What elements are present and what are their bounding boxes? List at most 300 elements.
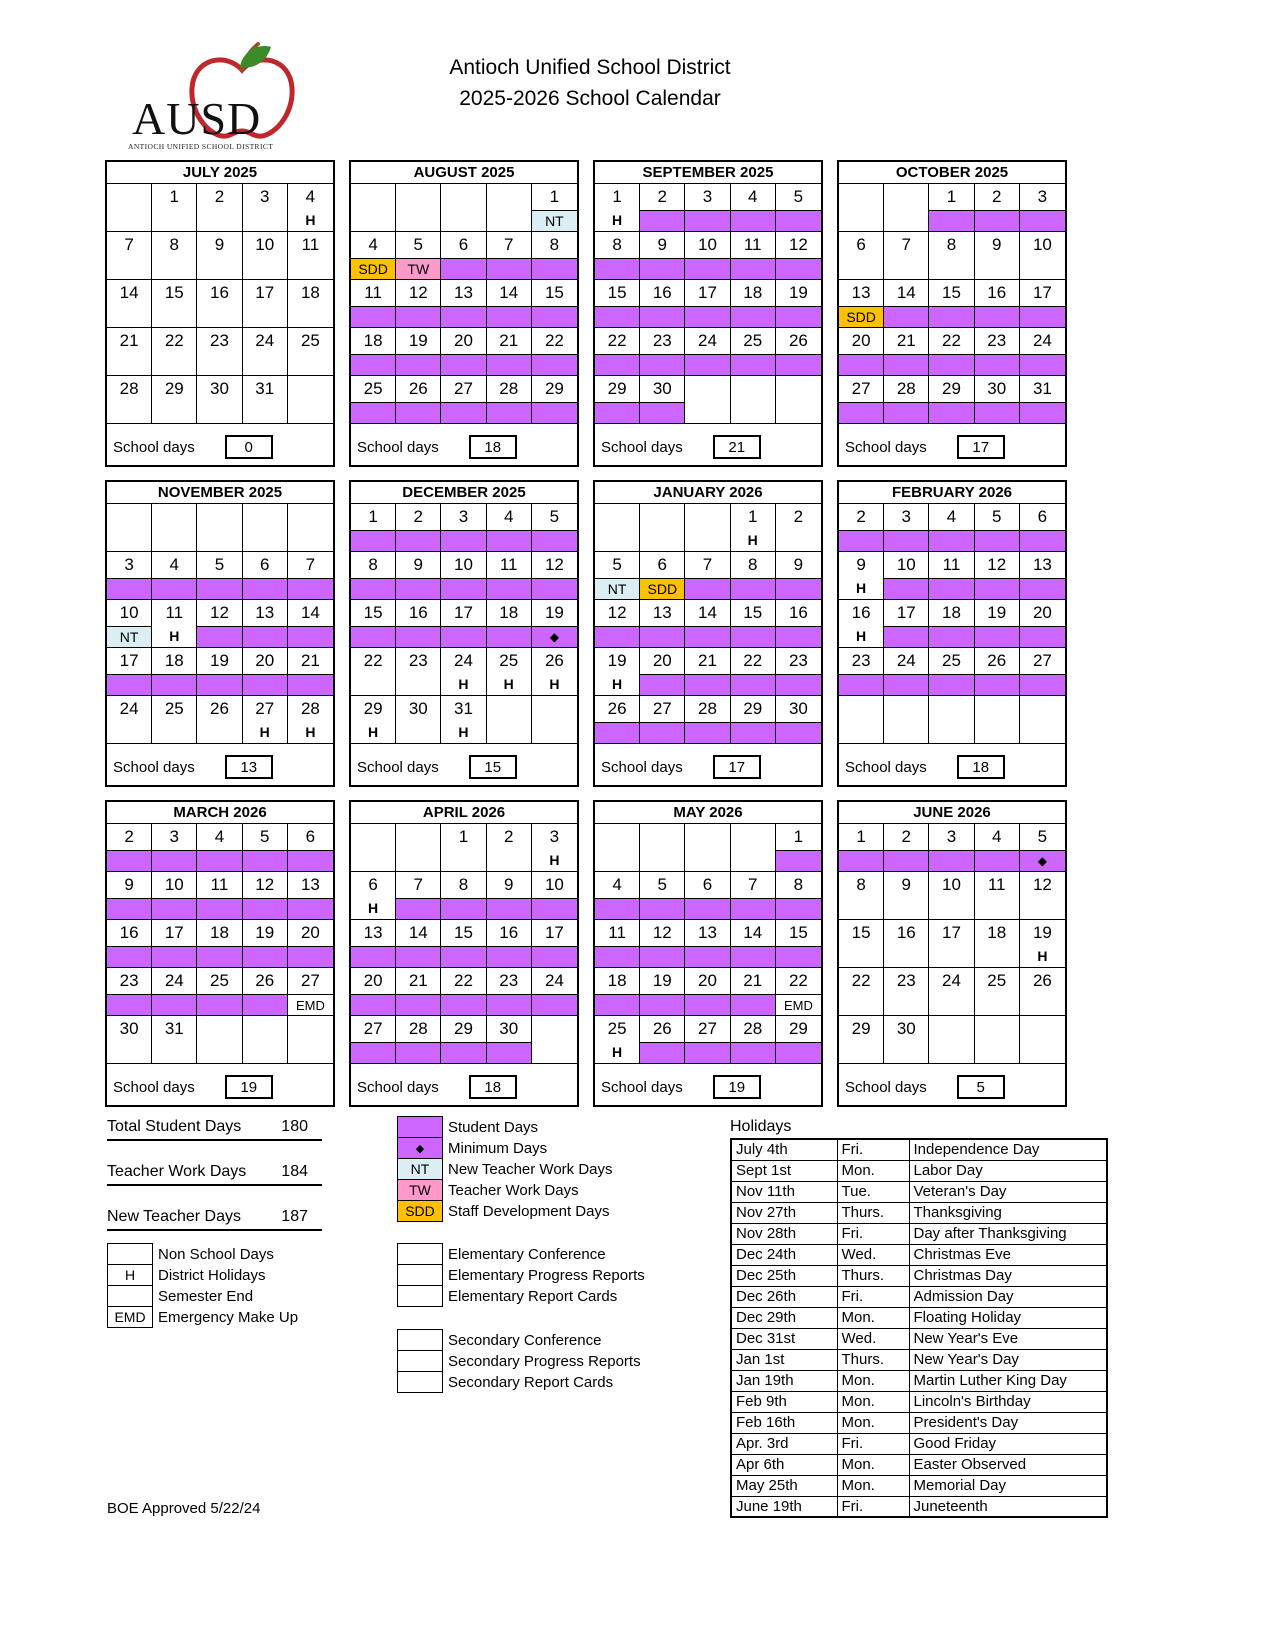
day-cell: [776, 696, 821, 743]
day-number: 23: [210, 331, 229, 350]
week-row: [839, 232, 1065, 280]
day-number: 17: [896, 603, 916, 622]
day-marker-s: [776, 850, 821, 871]
day-marker: [929, 1042, 973, 1063]
day-marker-s: [532, 258, 577, 279]
day-marker-s: [776, 1042, 821, 1063]
day-number: 7: [124, 235, 134, 254]
day-number: 28: [119, 379, 139, 398]
holiday-row: [731, 1160, 1107, 1181]
legend-other-group: [107, 1244, 298, 1328]
day-marker-s: [685, 946, 729, 967]
day-cell: [351, 600, 396, 647]
day-number: 12: [788, 235, 808, 254]
legend-label: Elementary Progress Reports: [448, 1266, 645, 1284]
day-number: 18: [942, 603, 961, 622]
holiday-date: Nov 11th: [731, 1181, 837, 1202]
day-cell: [839, 376, 884, 423]
day-cell: [595, 184, 640, 231]
week-row: [351, 552, 577, 600]
stat-value: 180: [281, 1118, 308, 1135]
day-number: 1: [793, 827, 804, 846]
month-title: APRIL 2026: [351, 802, 577, 824]
day-marker-s: [975, 626, 1019, 647]
day-number: 28: [499, 379, 519, 398]
legend-swatch-none: [397, 1350, 443, 1372]
week-row: [107, 552, 333, 600]
stat-value: 187: [281, 1208, 308, 1225]
day-marker-s: [1020, 354, 1065, 375]
day-number: 15: [851, 923, 871, 942]
day-number: 27: [652, 699, 672, 718]
day-marker-s: [487, 530, 531, 551]
day-cell: [288, 696, 333, 743]
school-days-label: School days: [845, 438, 927, 456]
day-cell: [396, 328, 441, 375]
stat-label: New Teacher Days: [107, 1208, 241, 1225]
day-number: 21: [743, 971, 763, 990]
day-number: 17: [119, 651, 139, 670]
day-marker-s: [441, 354, 485, 375]
day-number: 21: [499, 331, 519, 350]
day-marker-s: [107, 578, 151, 599]
day-number: 17: [454, 603, 473, 622]
day-cell: [197, 376, 242, 423]
day-cell: [839, 280, 884, 327]
day-number: 30: [652, 379, 672, 398]
day-cell: [1020, 504, 1065, 551]
day-marker-s: [243, 578, 287, 599]
day-cell: [288, 328, 333, 375]
holiday-row: [731, 1475, 1107, 1496]
day-number: 17: [164, 923, 184, 942]
day-cell: [532, 552, 577, 599]
school-days-count: 18: [469, 435, 517, 459]
day-number: 28: [698, 699, 717, 718]
day-cell: [1020, 1016, 1065, 1063]
day-marker-s: [731, 898, 775, 919]
day-number: 2: [901, 827, 912, 846]
day-number: 11: [210, 875, 229, 894]
day-number: 5: [612, 555, 622, 574]
day-marker: [197, 530, 241, 551]
day-number: 28: [896, 379, 916, 398]
day-number: 23: [987, 331, 1007, 350]
day-number: [640, 504, 684, 530]
month-november-2025: [105, 480, 335, 787]
day-number: 7: [305, 555, 316, 574]
school-days-row: [595, 429, 821, 465]
day-number: 22: [454, 971, 473, 990]
day-marker: [975, 946, 1019, 967]
day-cell: [107, 280, 152, 327]
day-cell: [441, 824, 486, 871]
day-cell: [152, 1016, 197, 1063]
day-marker-s: [595, 354, 639, 375]
day-cell: [929, 232, 974, 279]
day-marker: [441, 850, 485, 871]
holiday-weekday: Mon.: [837, 1391, 909, 1412]
day-marker-s: [396, 1042, 440, 1063]
week-row: [839, 824, 1065, 872]
day-cell: [975, 376, 1020, 423]
day-number: 9: [793, 555, 804, 574]
day-cell: [685, 232, 730, 279]
day-marker: [685, 530, 729, 551]
day-marker: [1020, 898, 1065, 919]
stat-label: Total Student Days: [107, 1118, 242, 1135]
day-cell: [685, 920, 730, 967]
day-cell: [441, 376, 486, 423]
day-cell: [532, 504, 577, 551]
day-number: 30: [788, 699, 808, 718]
day-cell: [152, 376, 197, 423]
day-cell: [107, 600, 152, 647]
day-marker-s: [107, 994, 151, 1015]
legend-label: Secondary Progress Reports: [448, 1352, 641, 1370]
day-marker-s: [731, 626, 775, 647]
week-row: [351, 184, 577, 232]
day-number: 29: [164, 379, 184, 398]
day-number: 7: [901, 235, 912, 254]
day-cell: [839, 600, 884, 647]
month-title: SEPTEMBER 2025: [595, 162, 821, 184]
week-row: [107, 600, 333, 648]
legend-swatch-nt: NT: [397, 1158, 443, 1180]
day-marker-h: H: [839, 626, 883, 647]
day-marker: [975, 1042, 1019, 1063]
day-number: 3: [549, 827, 560, 846]
day-marker-s: [288, 946, 333, 967]
legend-row: [397, 1285, 645, 1307]
day-cell: [731, 328, 776, 375]
day-cell: [839, 504, 884, 551]
day-cell: [396, 920, 441, 967]
day-marker: [152, 306, 196, 327]
day-marker: [288, 402, 333, 423]
day-marker-s: [685, 578, 729, 599]
day-cell: [640, 824, 685, 871]
day-marker-h: H: [351, 722, 395, 743]
day-cell: [532, 920, 577, 967]
school-days-label: School days: [601, 758, 683, 776]
day-marker-s: [243, 898, 287, 919]
school-days-label: School days: [113, 438, 195, 456]
day-number: 22: [164, 331, 184, 350]
day-marker-s: [731, 210, 775, 231]
day-marker: [152, 402, 196, 423]
week-row: [351, 328, 577, 376]
day-cell: [532, 280, 577, 327]
day-cell: [107, 648, 152, 695]
day-cell: [776, 872, 821, 919]
day-cell: [595, 280, 640, 327]
day-marker: [839, 1042, 883, 1063]
day-marker-s: [685, 306, 729, 327]
legend-label: District Holidays: [158, 1266, 266, 1284]
day-cell: [532, 648, 577, 695]
week-row: [595, 872, 821, 920]
day-cell: [884, 552, 929, 599]
day-marker-s: [152, 578, 196, 599]
stat-total-student-days: [107, 1118, 322, 1141]
day-number: 31: [164, 1019, 184, 1038]
holiday-name: New Year's Day: [909, 1349, 1107, 1370]
day-cell: [975, 232, 1020, 279]
week-row: [595, 1016, 821, 1064]
holiday-row: [731, 1286, 1107, 1307]
day-marker-s: [685, 674, 729, 695]
day-cell: [197, 696, 242, 743]
school-days-label: School days: [601, 1078, 683, 1096]
day-marker: [396, 850, 440, 871]
day-cell: [929, 504, 974, 551]
day-marker: [487, 722, 531, 743]
day-cell: [685, 552, 730, 599]
day-number: 3: [946, 827, 957, 846]
day-cell: [487, 600, 532, 647]
day-number: 21: [300, 651, 320, 670]
day-cell: [975, 552, 1020, 599]
day-marker: [884, 898, 928, 919]
legend-swatch-min: ◆: [397, 1137, 443, 1159]
day-cell: [884, 824, 929, 871]
day-cell: [776, 600, 821, 647]
day-marker-s: [640, 722, 684, 743]
legend-label: Minimum Days: [448, 1139, 548, 1157]
week-row: [595, 376, 821, 424]
day-cell: [288, 280, 333, 327]
day-marker-s: [107, 674, 151, 695]
day-cell: [487, 824, 532, 871]
day-marker: [776, 530, 821, 551]
day-marker-s: [243, 946, 287, 967]
week-row: [351, 600, 577, 648]
holiday-row: [731, 1454, 1107, 1475]
holidays-title: Holidays: [730, 1118, 792, 1135]
day-number: 12: [255, 875, 275, 894]
day-number: 29: [788, 1019, 808, 1038]
holiday-row: [731, 1496, 1107, 1517]
holiday-date: Nov 28th: [731, 1223, 837, 1244]
day-marker-s: [595, 258, 639, 279]
day-marker-sdd: SDD: [640, 578, 684, 599]
school-days-row: [839, 429, 1065, 465]
day-number: [288, 504, 333, 530]
day-number: 22: [788, 971, 808, 990]
day-number: 1: [747, 507, 758, 526]
day-marker-s: [532, 994, 577, 1015]
week-row: [595, 968, 821, 1016]
day-marker: [595, 530, 639, 551]
day-marker-s: [351, 354, 395, 375]
day-number: [487, 184, 531, 210]
day-marker-s: [731, 258, 775, 279]
day-cell: [351, 184, 396, 231]
holiday-weekday: Thurs.: [837, 1349, 909, 1370]
day-cell: [595, 648, 640, 695]
holiday-weekday: Tue.: [837, 1181, 909, 1202]
day-cell: [487, 648, 532, 695]
day-marker-s: [975, 578, 1019, 599]
day-number: 1: [368, 507, 378, 526]
day-cell: [197, 184, 242, 231]
day-number: 8: [612, 235, 622, 254]
day-cell: [839, 552, 884, 599]
week-row: [839, 696, 1065, 744]
day-marker: [487, 850, 531, 871]
day-number: 9: [991, 235, 1002, 254]
day-number: [685, 504, 729, 530]
day-cell: [640, 280, 685, 327]
holiday-row: [731, 1181, 1107, 1202]
day-number: 30: [210, 379, 229, 398]
day-cell: [929, 696, 974, 743]
day-cell: [776, 184, 821, 231]
day-number: [1020, 696, 1065, 722]
month-title: DECEMBER 2025: [351, 482, 577, 504]
day-marker: [243, 306, 287, 327]
day-cell: [975, 1016, 1020, 1063]
day-cell: [396, 824, 441, 871]
day-number: 25: [210, 971, 229, 990]
day-number: 12: [408, 283, 428, 302]
day-number: 5: [214, 555, 225, 574]
week-row: [839, 376, 1065, 424]
day-cell: [197, 280, 242, 327]
month-title: MARCH 2026: [107, 802, 333, 824]
day-number: 4: [747, 187, 758, 206]
day-number: 26: [607, 699, 627, 718]
day-cell: [929, 968, 974, 1015]
school-days-label: School days: [357, 1078, 439, 1096]
day-marker-s: [441, 258, 485, 279]
week-row: [107, 696, 333, 744]
day-marker-s: [640, 898, 684, 919]
holiday-date: Dec 25th: [731, 1265, 837, 1286]
day-cell: [839, 968, 884, 1015]
day-number: 21: [119, 331, 139, 350]
day-cell: [884, 648, 929, 695]
day-cell: [975, 824, 1020, 871]
day-number: 4: [991, 827, 1002, 846]
day-marker-s: [685, 258, 729, 279]
day-marker-s: [441, 1042, 485, 1063]
day-number: 3: [702, 187, 713, 206]
day-number: 18: [363, 331, 383, 350]
day-cell: [107, 504, 152, 551]
day-marker-s: [640, 402, 684, 423]
week-row: [839, 968, 1065, 1016]
school-days-row: [107, 429, 333, 465]
day-number: 25: [942, 651, 961, 670]
day-marker-s: [197, 674, 241, 695]
day-marker-s: [487, 898, 531, 919]
day-cell: [731, 376, 776, 423]
day-number: 20: [300, 923, 320, 942]
day-marker: [288, 530, 333, 551]
day-marker-s: [929, 850, 973, 871]
day-number: 6: [702, 875, 713, 894]
day-cell: [243, 920, 288, 967]
day-number: 5: [657, 875, 668, 894]
day-number: 9: [503, 875, 514, 894]
holiday-weekday: Fri.: [837, 1496, 909, 1517]
day-marker-s: [532, 578, 577, 599]
day-cell: [929, 872, 974, 919]
day-number: [929, 696, 973, 722]
day-cell: [685, 600, 730, 647]
day-number: [595, 504, 639, 530]
holiday-name: Veteran's Day: [909, 1181, 1107, 1202]
day-marker-h: H: [595, 674, 639, 695]
day-number: 19: [408, 331, 428, 350]
day-marker-s: [396, 354, 440, 375]
day-cell: [776, 328, 821, 375]
day-cell: [396, 232, 441, 279]
day-number: 26: [652, 1019, 672, 1038]
legend-row: [397, 1264, 645, 1286]
day-number: 25: [987, 971, 1007, 990]
day-marker: [243, 210, 287, 231]
day-marker-s: [441, 994, 485, 1015]
day-marker-s: [532, 402, 577, 423]
day-cell: [152, 280, 197, 327]
holiday-date: Jan 19th: [731, 1370, 837, 1391]
day-number: 31: [255, 379, 275, 398]
day-number: 6: [305, 827, 316, 846]
day-marker: [288, 354, 333, 375]
day-cell: [197, 920, 242, 967]
day-number: 19: [788, 283, 808, 302]
months-grid: [105, 160, 1067, 1107]
day-cell: [640, 376, 685, 423]
legend-label: Staff Development Days: [448, 1202, 610, 1220]
day-number: 20: [1032, 603, 1052, 622]
boe-approval: BOE Approved 5/22/24: [107, 1500, 261, 1517]
day-number: 25: [499, 651, 519, 670]
day-number: 4: [169, 555, 180, 574]
holiday-date: Nov 27th: [731, 1202, 837, 1223]
day-marker-s: [152, 850, 196, 871]
day-marker-emd: EMD: [288, 994, 333, 1015]
day-marker-s: [197, 898, 241, 919]
day-number: 14: [896, 283, 916, 302]
day-cell: [243, 600, 288, 647]
holiday-date: June 19th: [731, 1496, 837, 1517]
school-days-count: 0: [225, 435, 273, 459]
day-marker-s: [929, 210, 973, 231]
day-marker: [197, 402, 241, 423]
day-number: 18: [499, 603, 519, 622]
day-number: 14: [743, 923, 763, 942]
month-title: JUNE 2026: [839, 802, 1065, 824]
day-marker-s: [640, 946, 684, 967]
day-marker-min: ◆: [1020, 850, 1065, 871]
day-number: 24: [164, 971, 184, 990]
day-number: 24: [454, 651, 473, 670]
day-marker-s: [685, 354, 729, 375]
day-cell: [884, 376, 929, 423]
day-number: [243, 504, 287, 530]
day-marker-h: H: [532, 674, 577, 695]
school-days-label: School days: [845, 758, 927, 776]
day-number: [975, 1016, 1019, 1042]
day-marker-s: [487, 1042, 531, 1063]
holiday-name: Thanksgiving: [909, 1202, 1107, 1223]
day-number: 14: [119, 283, 139, 302]
day-marker: [731, 850, 775, 871]
